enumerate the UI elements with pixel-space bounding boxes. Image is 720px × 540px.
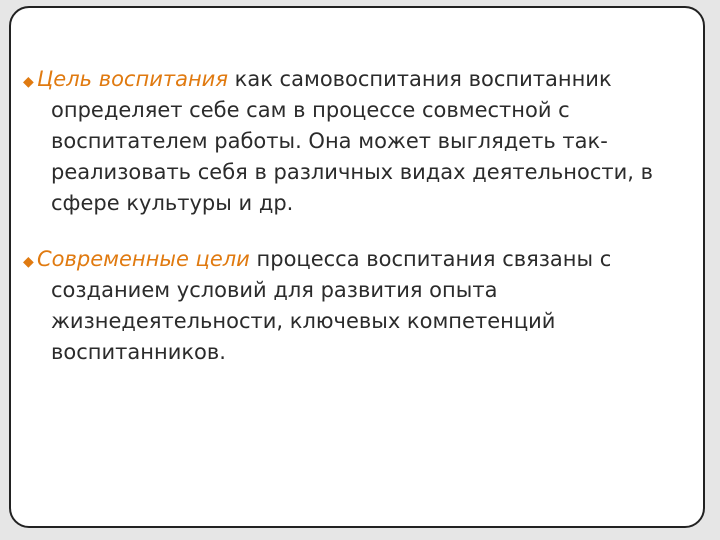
paragraph-modern-goals [23,244,687,368]
paragraph-goal-of-upbringing [23,64,687,219]
paragraph-modern-goals-text: процесса воспитания связаны с созданием условий для развития опыта жизнедеятельности, ключевых компетенций воспитанников. [51,247,612,364]
slide-frame [9,6,705,528]
highlight-modern-goals: Современные цели [37,247,250,271]
highlight-goal-of-upbringing: Цель воспитания [37,67,228,91]
paragraph-goal-text: как самовоспитания воспитанник определяет себе сам в процессе совместной с воспитателем работы. Она может выглядеть так- реализовать себя в различных видах деятельности, в сфере культуры и др. [51,67,654,215]
diamond-bullet-icon: ◆ [23,254,34,270]
diamond-bullet-icon: ◆ [23,74,34,90]
slide-content [23,64,687,368]
